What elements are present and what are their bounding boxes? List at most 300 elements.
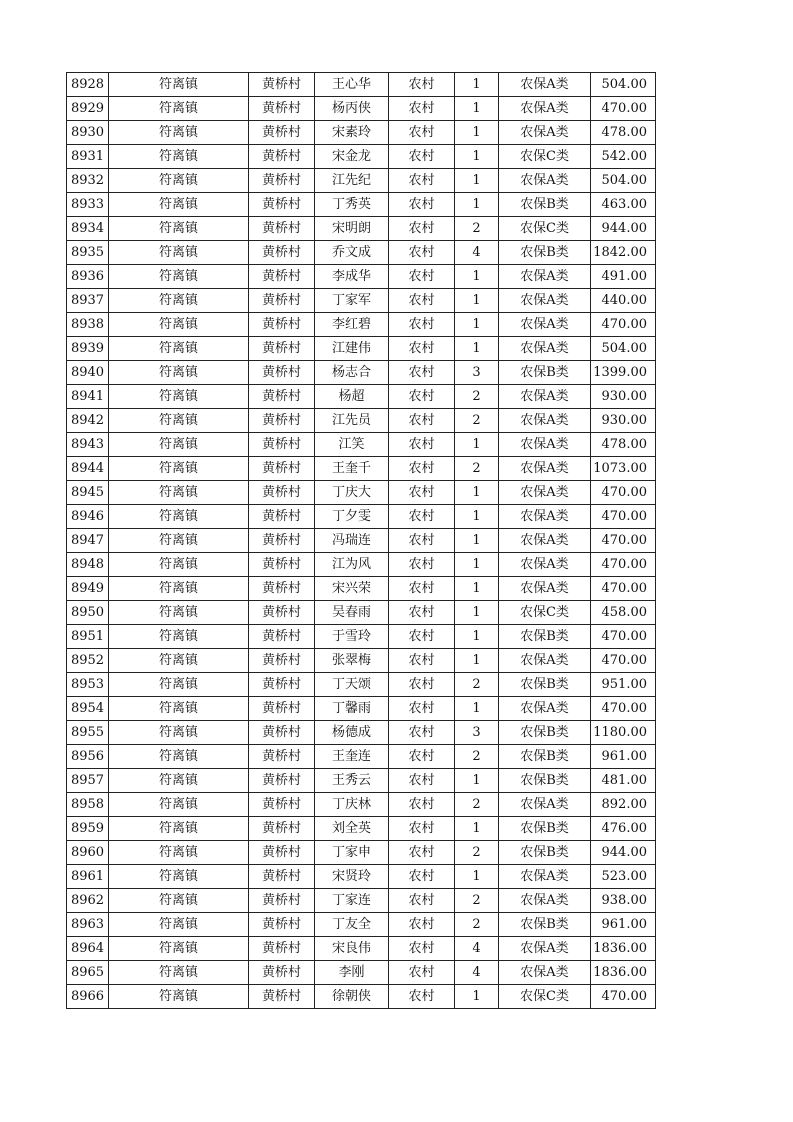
amount-cell: 944.00 [591,217,656,241]
household-type-cell: 农村 [389,73,455,97]
town-cell: 符离镇 [109,361,249,385]
household-type-cell: 农村 [389,937,455,961]
household-type-cell: 农村 [389,721,455,745]
record-id-cell: 8934 [67,217,109,241]
member-count-cell: 1 [455,553,499,577]
amount-cell: 504.00 [591,337,656,361]
member-count-cell: 1 [455,577,499,601]
member-count-cell: 1 [455,265,499,289]
town-cell: 符离镇 [109,601,249,625]
record-id-cell: 8933 [67,193,109,217]
member-count-cell: 4 [455,937,499,961]
name-cell: 宋兴荣 [315,577,389,601]
insurance-category-cell: 农保A类 [499,409,591,433]
town-cell: 符离镇 [109,73,249,97]
village-cell: 黄桥村 [249,145,315,169]
amount-cell: 542.00 [591,145,656,169]
village-cell: 黄桥村 [249,697,315,721]
name-cell: 刘全英 [315,817,389,841]
household-type-cell: 农村 [389,841,455,865]
member-count-cell: 1 [455,985,499,1009]
member-count-cell: 1 [455,697,499,721]
member-count-cell: 1 [455,193,499,217]
member-count-cell: 2 [455,217,499,241]
amount-cell: 951.00 [591,673,656,697]
amount-cell: 470.00 [591,625,656,649]
name-cell: 乔文成 [315,241,389,265]
town-cell: 符离镇 [109,457,249,481]
name-cell: 丁家军 [315,289,389,313]
town-cell: 符离镇 [109,745,249,769]
name-cell: 丁天颂 [315,673,389,697]
table-row [67,193,656,217]
household-type-cell: 农村 [389,913,455,937]
name-cell: 杨志合 [315,361,389,385]
amount-cell: 1180.00 [591,721,656,745]
town-cell: 符离镇 [109,793,249,817]
table-row [67,913,656,937]
amount-cell: 470.00 [591,697,656,721]
record-id-cell: 8942 [67,409,109,433]
village-cell: 黄桥村 [249,457,315,481]
amount-cell: 504.00 [591,169,656,193]
insurance-category-cell: 农保C类 [499,145,591,169]
village-cell: 黄桥村 [249,601,315,625]
name-cell: 丁夕雯 [315,505,389,529]
record-id-cell: 8950 [67,601,109,625]
village-cell: 黄桥村 [249,265,315,289]
record-id-cell: 8941 [67,385,109,409]
record-id-cell: 8931 [67,145,109,169]
name-cell: 丁庆大 [315,481,389,505]
member-count-cell: 1 [455,529,499,553]
name-cell: 李红碧 [315,313,389,337]
village-cell: 黄桥村 [249,625,315,649]
table-row [67,865,656,889]
insurance-category-cell: 农保A类 [499,697,591,721]
town-cell: 符离镇 [109,265,249,289]
household-type-cell: 农村 [389,217,455,241]
record-id-cell: 8956 [67,745,109,769]
name-cell: 王心华 [315,73,389,97]
member-count-cell: 1 [455,601,499,625]
town-cell: 符离镇 [109,217,249,241]
amount-cell: 470.00 [591,313,656,337]
table-row [67,97,656,121]
amount-cell: 892.00 [591,793,656,817]
village-cell: 黄桥村 [249,433,315,457]
amount-cell: 1836.00 [591,961,656,985]
insurance-category-cell: 农保B类 [499,841,591,865]
member-count-cell: 2 [455,913,499,937]
record-id-cell: 8959 [67,817,109,841]
table-row [67,121,656,145]
insurance-category-cell: 农保C类 [499,601,591,625]
member-count-cell: 4 [455,241,499,265]
member-count-cell: 1 [455,865,499,889]
village-cell: 黄桥村 [249,73,315,97]
name-cell: 于雪玲 [315,625,389,649]
record-id-cell: 8953 [67,673,109,697]
village-cell: 黄桥村 [249,409,315,433]
household-type-cell: 农村 [389,481,455,505]
town-cell: 符离镇 [109,865,249,889]
name-cell: 杨超 [315,385,389,409]
village-cell: 黄桥村 [249,889,315,913]
table-row [67,433,656,457]
member-count-cell: 2 [455,673,499,697]
village-cell: 黄桥村 [249,505,315,529]
amount-cell: 470.00 [591,481,656,505]
household-type-cell: 农村 [389,505,455,529]
table-row [67,985,656,1009]
table-row [67,217,656,241]
town-cell: 符离镇 [109,289,249,313]
table-row [67,817,656,841]
household-type-cell: 农村 [389,673,455,697]
name-cell: 宋明朗 [315,217,389,241]
amount-cell: 930.00 [591,385,656,409]
amount-cell: 961.00 [591,745,656,769]
household-type-cell: 农村 [389,793,455,817]
member-count-cell: 1 [455,337,499,361]
amount-cell: 961.00 [591,913,656,937]
member-count-cell: 1 [455,505,499,529]
record-id-cell: 8961 [67,865,109,889]
insurance-category-cell: 农保A类 [499,97,591,121]
insurance-category-cell: 农保A类 [499,337,591,361]
record-id-cell: 8945 [67,481,109,505]
amount-cell: 478.00 [591,433,656,457]
name-cell: 王奎连 [315,745,389,769]
name-cell: 徐朝侠 [315,985,389,1009]
name-cell: 宋贤玲 [315,865,389,889]
household-type-cell: 农村 [389,529,455,553]
record-id-cell: 8947 [67,529,109,553]
amount-cell: 938.00 [591,889,656,913]
member-count-cell: 1 [455,121,499,145]
name-cell: 丁馨雨 [315,697,389,721]
insurance-category-cell: 农保B类 [499,913,591,937]
record-id-cell: 8957 [67,769,109,793]
town-cell: 符离镇 [109,769,249,793]
record-id-cell: 8928 [67,73,109,97]
table-row [67,529,656,553]
name-cell: 杨丙侠 [315,97,389,121]
name-cell: 张翠梅 [315,649,389,673]
table-row [67,721,656,745]
household-type-cell: 农村 [389,889,455,913]
table-row [67,553,656,577]
amount-cell: 463.00 [591,193,656,217]
village-cell: 黄桥村 [249,673,315,697]
record-id-cell: 8943 [67,433,109,457]
member-count-cell: 1 [455,289,499,313]
household-type-cell: 农村 [389,193,455,217]
insurance-category-cell: 农保A类 [499,385,591,409]
amount-cell: 1073.00 [591,457,656,481]
insurance-category-cell: 农保A类 [499,793,591,817]
table-row [67,577,656,601]
table-row [67,601,656,625]
member-count-cell: 1 [455,145,499,169]
record-id-cell: 8946 [67,505,109,529]
table-row [67,889,656,913]
household-type-cell: 农村 [389,553,455,577]
table-row [67,361,656,385]
household-type-cell: 农村 [389,697,455,721]
record-id-cell: 8940 [67,361,109,385]
member-count-cell: 2 [455,457,499,481]
household-type-cell: 农村 [389,601,455,625]
village-cell: 黄桥村 [249,481,315,505]
village-cell: 黄桥村 [249,361,315,385]
town-cell: 符离镇 [109,889,249,913]
village-cell: 黄桥村 [249,817,315,841]
amount-cell: 478.00 [591,121,656,145]
household-type-cell: 农村 [389,649,455,673]
household-type-cell: 农村 [389,433,455,457]
member-count-cell: 1 [455,433,499,457]
insurance-category-cell: 农保B类 [499,769,591,793]
insurance-category-cell: 农保B类 [499,817,591,841]
name-cell: 丁庆林 [315,793,389,817]
town-cell: 符离镇 [109,385,249,409]
member-count-cell: 2 [455,409,499,433]
household-type-cell: 农村 [389,817,455,841]
member-count-cell: 1 [455,481,499,505]
insurance-category-cell: 农保B类 [499,361,591,385]
insurance-category-cell: 农保A类 [499,169,591,193]
record-id-cell: 8929 [67,97,109,121]
household-type-cell: 农村 [389,457,455,481]
insurance-category-cell: 农保A类 [499,121,591,145]
record-id-cell: 8930 [67,121,109,145]
table-row [67,73,656,97]
household-type-cell: 农村 [389,265,455,289]
village-cell: 黄桥村 [249,313,315,337]
household-type-cell: 农村 [389,385,455,409]
amount-cell: 1842.00 [591,241,656,265]
name-cell: 江先纪 [315,169,389,193]
amount-cell: 470.00 [591,577,656,601]
town-cell: 符离镇 [109,433,249,457]
name-cell: 李成华 [315,265,389,289]
name-cell: 冯瑞连 [315,529,389,553]
member-count-cell: 1 [455,313,499,337]
town-cell: 符离镇 [109,241,249,265]
town-cell: 符离镇 [109,529,249,553]
table-row [67,625,656,649]
insurance-category-cell: 农保A类 [499,313,591,337]
insurance-category-cell: 农保A类 [499,289,591,313]
household-type-cell: 农村 [389,409,455,433]
name-cell: 李刚 [315,961,389,985]
amount-cell: 930.00 [591,409,656,433]
member-count-cell: 2 [455,841,499,865]
village-cell: 黄桥村 [249,913,315,937]
insurance-category-cell: 农保B类 [499,625,591,649]
household-type-cell: 农村 [389,337,455,361]
amount-cell: 470.00 [591,505,656,529]
table-row [67,697,656,721]
village-cell: 黄桥村 [249,721,315,745]
village-cell: 黄桥村 [249,865,315,889]
village-cell: 黄桥村 [249,241,315,265]
record-id-cell: 8932 [67,169,109,193]
village-cell: 黄桥村 [249,121,315,145]
name-cell: 王奎千 [315,457,389,481]
amount-cell: 470.00 [591,649,656,673]
record-id-cell: 8937 [67,289,109,313]
table-row [67,145,656,169]
record-id-cell: 8935 [67,241,109,265]
table-row [67,313,656,337]
record-id-cell: 8949 [67,577,109,601]
household-type-cell: 农村 [389,121,455,145]
town-cell: 符离镇 [109,577,249,601]
record-id-cell: 8954 [67,697,109,721]
name-cell: 丁家申 [315,841,389,865]
member-count-cell: 3 [455,361,499,385]
town-cell: 符离镇 [109,505,249,529]
amount-cell: 523.00 [591,865,656,889]
amount-cell: 470.00 [591,529,656,553]
insurance-category-cell: 农保A类 [499,961,591,985]
amount-cell: 1399.00 [591,361,656,385]
household-type-cell: 农村 [389,169,455,193]
household-type-cell: 农村 [389,361,455,385]
insurance-category-cell: 农保A类 [499,553,591,577]
table-row [67,289,656,313]
table-row [67,241,656,265]
amount-cell: 504.00 [591,73,656,97]
table-row [67,793,656,817]
town-cell: 符离镇 [109,337,249,361]
household-type-cell: 农村 [389,577,455,601]
village-cell: 黄桥村 [249,385,315,409]
records-table-body [67,73,656,1009]
amount-cell: 481.00 [591,769,656,793]
insurance-category-cell: 农保C类 [499,217,591,241]
table-row [67,409,656,433]
household-type-cell: 农村 [389,145,455,169]
town-cell: 符离镇 [109,817,249,841]
name-cell: 江先员 [315,409,389,433]
amount-cell: 440.00 [591,289,656,313]
member-count-cell: 1 [455,73,499,97]
town-cell: 符离镇 [109,649,249,673]
record-id-cell: 8966 [67,985,109,1009]
town-cell: 符离镇 [109,145,249,169]
member-count-cell: 2 [455,745,499,769]
village-cell: 黄桥村 [249,169,315,193]
record-id-cell: 8938 [67,313,109,337]
table-row [67,265,656,289]
record-id-cell: 8958 [67,793,109,817]
household-type-cell: 农村 [389,313,455,337]
member-count-cell: 1 [455,625,499,649]
name-cell: 江建伟 [315,337,389,361]
insurance-category-cell: 农保A类 [499,457,591,481]
name-cell: 王秀云 [315,769,389,793]
table-row [67,481,656,505]
insurance-category-cell: 农保A类 [499,865,591,889]
name-cell: 丁友全 [315,913,389,937]
town-cell: 符离镇 [109,913,249,937]
village-cell: 黄桥村 [249,529,315,553]
record-id-cell: 8960 [67,841,109,865]
household-type-cell: 农村 [389,985,455,1009]
amount-cell: 1836.00 [591,937,656,961]
member-count-cell: 2 [455,385,499,409]
insurance-category-cell: 农保B类 [499,241,591,265]
record-id-cell: 8964 [67,937,109,961]
member-count-cell: 1 [455,169,499,193]
village-cell: 黄桥村 [249,745,315,769]
insurance-category-cell: 农保B类 [499,721,591,745]
household-type-cell: 农村 [389,745,455,769]
insurance-category-cell: 农保B类 [499,673,591,697]
amount-cell: 470.00 [591,97,656,121]
insurance-category-cell: 农保A类 [499,649,591,673]
table-row [67,457,656,481]
record-id-cell: 8963 [67,913,109,937]
table-row [67,673,656,697]
table-row [67,769,656,793]
insurance-category-cell: 农保A类 [499,505,591,529]
member-count-cell: 2 [455,793,499,817]
member-count-cell: 1 [455,97,499,121]
village-cell: 黄桥村 [249,337,315,361]
record-id-cell: 8952 [67,649,109,673]
insurance-category-cell: 农保A类 [499,433,591,457]
town-cell: 符离镇 [109,313,249,337]
record-id-cell: 8939 [67,337,109,361]
table-row [67,385,656,409]
town-cell: 符离镇 [109,553,249,577]
village-cell: 黄桥村 [249,649,315,673]
record-id-cell: 8955 [67,721,109,745]
household-type-cell: 农村 [389,865,455,889]
insurance-category-cell: 农保A类 [499,937,591,961]
name-cell: 江笑 [315,433,389,457]
town-cell: 符离镇 [109,937,249,961]
insurance-category-cell: 农保B类 [499,193,591,217]
table-row [67,937,656,961]
member-count-cell: 2 [455,889,499,913]
village-cell: 黄桥村 [249,577,315,601]
insurance-category-cell: 农保C类 [499,985,591,1009]
amount-cell: 470.00 [591,553,656,577]
name-cell: 丁秀英 [315,193,389,217]
household-type-cell: 农村 [389,97,455,121]
record-id-cell: 8936 [67,265,109,289]
member-count-cell: 1 [455,649,499,673]
village-cell: 黄桥村 [249,217,315,241]
table-row [67,745,656,769]
village-cell: 黄桥村 [249,985,315,1009]
town-cell: 符离镇 [109,193,249,217]
insurance-category-cell: 农保A类 [499,265,591,289]
town-cell: 符离镇 [109,625,249,649]
amount-cell: 458.00 [591,601,656,625]
member-count-cell: 1 [455,817,499,841]
household-type-cell: 农村 [389,241,455,265]
household-type-cell: 农村 [389,625,455,649]
household-type-cell: 农村 [389,769,455,793]
name-cell: 杨德成 [315,721,389,745]
